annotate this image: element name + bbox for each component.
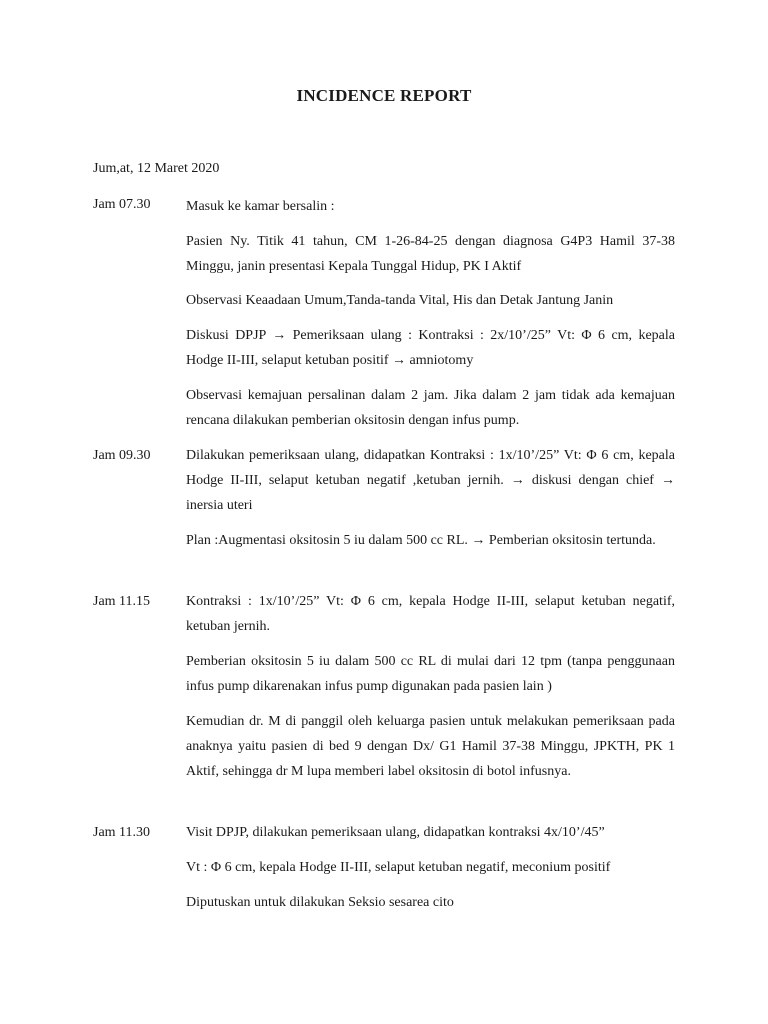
time-label: Jam 09.30: [93, 448, 151, 463]
entry-paragraph: Vt : Φ 6 cm, kepala Hodge II-III, selaput ketuban negatif, meconium positif: [186, 860, 611, 875]
entry-paragraph: Observasi kemajuan persalinan dalam 2 jam. Jika dalam 2 jam tidak ada kemajuan rencana dilakukan pemberian oksitosin dengan infus pump.: [186, 388, 675, 428]
document-title: INCIDENCE REPORT: [296, 86, 472, 105]
time-label: Jam 11.30: [93, 825, 151, 840]
entry-paragraph: Observasi Keaadaan Umum,Tanda-tanda Vital, His dan Detak Jantung Janin: [186, 293, 614, 308]
entry-paragraph: Visit DPJP, dilakukan pemeriksaan ulang, didapatkan kontraksi 4x/10’/45”: [186, 825, 605, 840]
entry-paragraph: Dilakukan pemeriksaan ulang, didapatkan Kontraksi : 1x/10’/25” Vt: Φ 6 cm, kepala Hodge II-III, selaput ketuban negatif ,ketuban jernih. → diskusi dengan chief → inersia uteri: [186, 448, 675, 513]
entry-paragraph: Kemudian dr. M di panggil oleh keluarga pasien untuk melakukan pemeriksaan pada anaknya yaitu pasien di bed 9 dengan Dx/ G1 Hamil 37-38 Minggu, JPKTH, PK 1 Aktif, sehingga dr M lupa memberi label oksitosin di botol infusnya.: [186, 714, 675, 779]
entry-paragraph: Pemberian oksitosin 5 iu dalam 500 cc RL di mulai dari 12 tpm (tanpa penggunaan infus pump dikarenakan infus pump digunakan pada pasien lain ): [186, 654, 675, 694]
entry-paragraph: Diskusi DPJP → Pemeriksaan ulang : Kontraksi : 2x/10’/25” Vt: Φ 6 cm, kepala Hodge II-III, selaput ketuban positif → amniotomy: [186, 328, 675, 368]
entry-paragraph: Plan :Augmentasi oksitosin 5 iu dalam 500 cc RL. → Pemberian oksitosin tertunda.: [186, 533, 656, 548]
entry-paragraph: Pasien Ny. Titik 41 tahun, CM 1-26-84-25 dengan diagnosa G4P3 Hamil 37-38 Minggu, janin presentasi Kepala Tunggal Hidup, PK I Aktif: [186, 234, 675, 274]
report-date: Jum,at, 12 Maret 2020: [93, 161, 220, 176]
entry-paragraph: Kontraksi : 1x/10’/25” Vt: Φ 6 cm, kepala Hodge II-III, selaput ketuban negatif, ketuban jernih.: [186, 594, 675, 634]
time-label: Jam 07.30: [93, 197, 151, 212]
entry-paragraph: Masuk ke kamar bersalin :: [186, 199, 335, 214]
entry-paragraph: Diputuskan untuk dilakukan Seksio sesarea cito: [186, 895, 454, 910]
time-label: Jam 11.15: [93, 594, 151, 609]
